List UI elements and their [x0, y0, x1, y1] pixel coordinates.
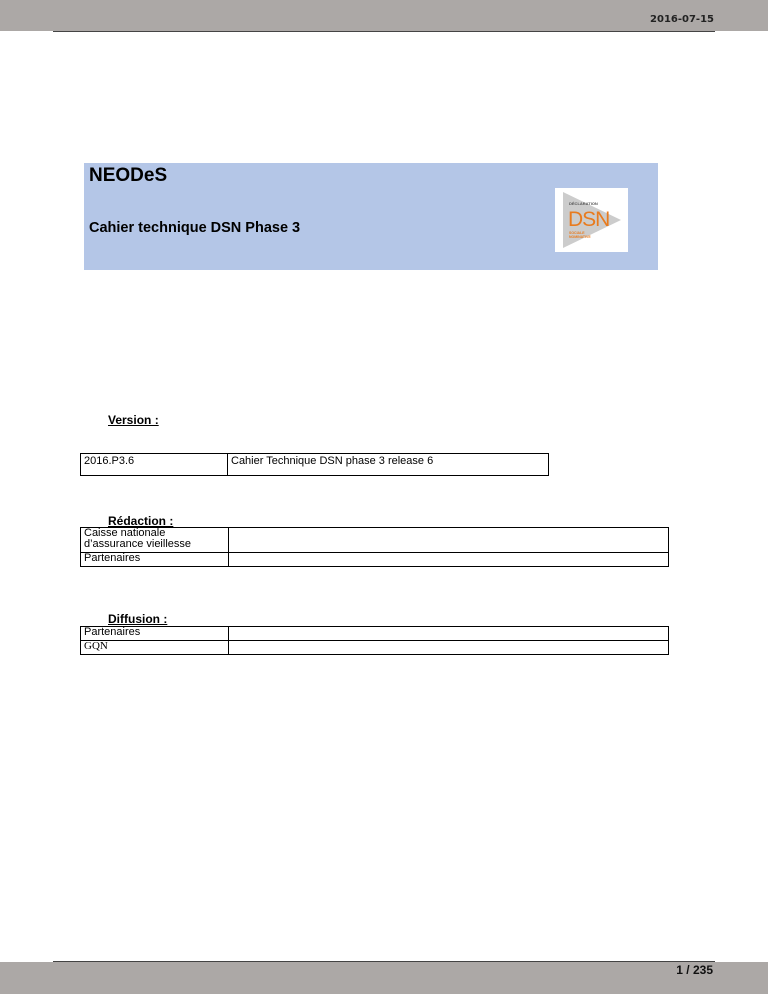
diffusion-table: [80, 626, 669, 655]
table-row: [81, 641, 669, 655]
document-title: NEODeS: [89, 165, 168, 186]
table-row: [81, 454, 549, 476]
redaction-name-2: Partenaires: [81, 553, 229, 567]
logo-bottom-text-2: NOMINATIVE: [569, 235, 591, 239]
table-row: [81, 553, 669, 567]
page-number: 1 / 235: [676, 963, 713, 977]
version-label: Version :: [108, 413, 159, 427]
diffusion-label: Diffusion :: [108, 612, 168, 626]
dsn-logo: [555, 188, 628, 252]
diffusion-value-1: [229, 627, 669, 641]
version-table: [80, 453, 549, 476]
version-description: Cahier Technique DSN phase 3 release 6: [228, 454, 549, 476]
diffusion-value-2: [229, 641, 669, 655]
header-rule: [53, 31, 715, 32]
redaction-label: Rédaction :: [108, 514, 174, 528]
logo-letters: DSN: [568, 208, 610, 231]
redaction-name-1: Caisse nationale d’assurance vieillesse: [81, 528, 229, 553]
diffusion-name-2: GQN: [81, 641, 229, 655]
logo-top-text: DÉCLARATION: [569, 201, 598, 206]
footer-band: [0, 962, 768, 994]
header-date: 2016-07-15: [650, 14, 714, 25]
logo-bottom-text-1: SOCIALE: [569, 231, 585, 235]
redaction-value-1: [229, 528, 669, 553]
redaction-table: [80, 527, 669, 567]
table-row: [81, 627, 669, 641]
table-row: [81, 528, 669, 553]
redaction-value-2: [229, 553, 669, 567]
title-block: [84, 163, 658, 270]
document-subtitle: Cahier technique DSN Phase 3: [89, 220, 301, 236]
version-code: 2016.P3.6: [81, 454, 228, 476]
diffusion-name-1: Partenaires: [81, 627, 229, 641]
